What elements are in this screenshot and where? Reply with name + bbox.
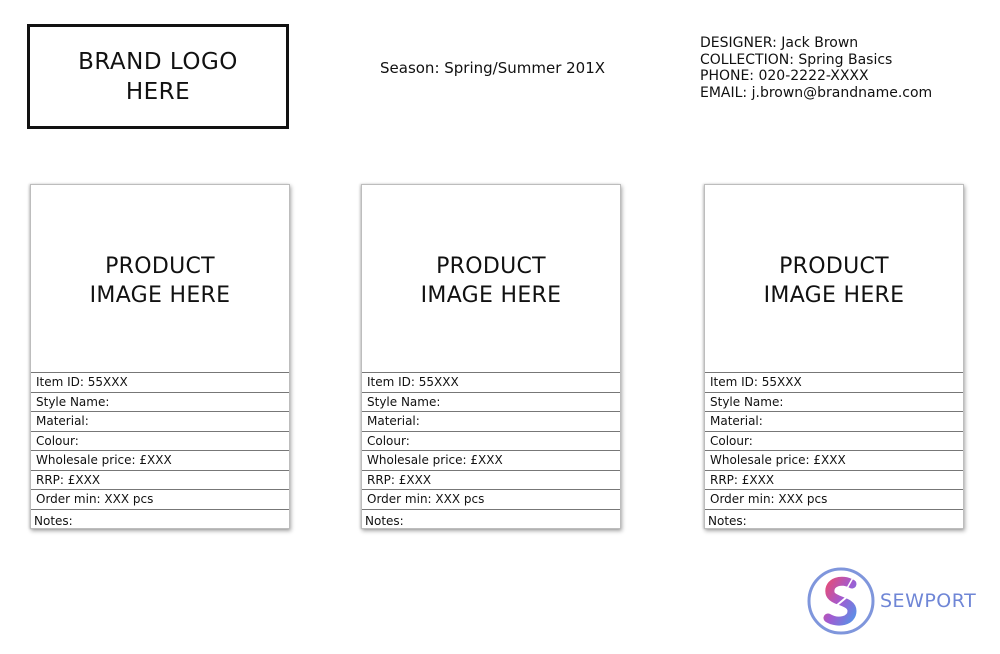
product-details-table <box>705 372 963 532</box>
product-image-placeholder <box>362 185 620 372</box>
image-line-1: PRODUCT <box>436 253 546 279</box>
colour-row: Colour: <box>705 432 963 452</box>
image-line-1: PRODUCT <box>105 253 215 279</box>
colour-row: Colour: <box>362 432 620 452</box>
wholesale-price-row: Wholesale price: £XXX <box>362 451 620 471</box>
notes-row: Notes: <box>365 513 404 528</box>
product-card-2 <box>361 184 621 529</box>
order-min-row: Order min: XXX pcs <box>705 490 963 510</box>
wholesale-price-row: Wholesale price: £XXX <box>705 451 963 471</box>
item-id-row: Item ID: 55XXX <box>705 373 963 393</box>
product-image-placeholder <box>705 185 963 372</box>
item-id-row: Item ID: 55XXX <box>362 373 620 393</box>
sewport-s-logo-icon <box>806 566 876 636</box>
designer-info <box>700 35 932 101</box>
wholesale-price-row: Wholesale price: £XXX <box>31 451 289 471</box>
product-card-3 <box>704 184 964 529</box>
image-line-2: IMAGE HERE <box>89 282 231 308</box>
order-min-row: Order min: XXX pcs <box>31 490 289 510</box>
collection-name: COLLECTION: Spring Basics <box>700 51 893 68</box>
order-min-row: Order min: XXX pcs <box>362 490 620 510</box>
product-image-placeholder <box>31 185 289 372</box>
image-line-1: PRODUCT <box>779 253 889 279</box>
phone-number: PHONE: 020-2222-XXXX <box>700 68 869 84</box>
product-details-table <box>31 372 289 532</box>
product-details-table <box>362 372 620 532</box>
sewport-watermark <box>806 566 976 636</box>
rrp-row: RRP: £XXX <box>362 471 620 491</box>
brand-logo-placeholder <box>27 24 289 129</box>
product-card-1 <box>30 184 290 529</box>
logo-line-1: BRAND LOGO <box>78 48 238 75</box>
sewport-wordmark: SEWPORT <box>880 590 977 612</box>
style-name-row: Style Name: <box>31 393 289 413</box>
colour-row: Colour: <box>31 432 289 452</box>
style-name-row: Style Name: <box>362 393 620 413</box>
notes-row: Notes: <box>34 513 73 528</box>
rrp-row: RRP: £XXX <box>31 471 289 491</box>
material-row: Material: <box>705 412 963 432</box>
image-line-2: IMAGE HERE <box>420 282 562 308</box>
material-row: Material: <box>362 412 620 432</box>
style-name-row: Style Name: <box>705 393 963 413</box>
rrp-row: RRP: £XXX <box>705 471 963 491</box>
image-line-2: IMAGE HERE <box>763 282 905 308</box>
email-address: EMAIL: j.brown@brandname.com <box>700 84 933 101</box>
season-label: Season: Spring/Summer 201X <box>380 59 606 77</box>
material-row: Material: <box>31 412 289 432</box>
logo-line-2: HERE <box>125 78 191 105</box>
designer-name: DESIGNER: Jack Brown <box>700 35 859 51</box>
item-id-row: Item ID: 55XXX <box>31 373 289 393</box>
notes-row: Notes: <box>708 513 747 528</box>
